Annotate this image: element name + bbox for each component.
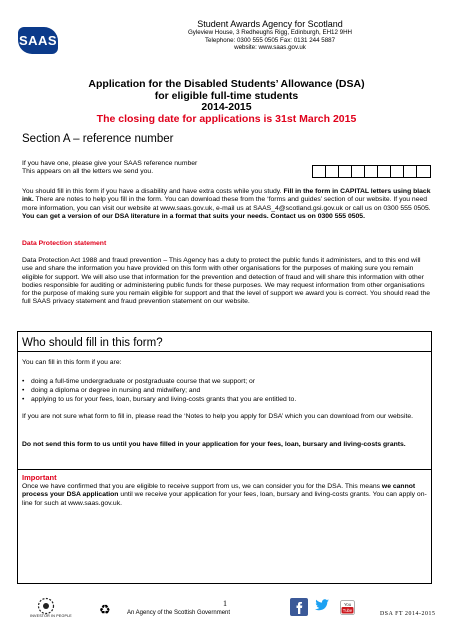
ref-digit-box[interactable] — [352, 166, 365, 177]
svg-text:Tube: Tube — [342, 608, 353, 614]
not-sure-text: If you are not sure what form to fill in, please read the ‘Notes to help you apply for DSA’ which you can download from our website. — [22, 413, 414, 420]
ref-digit-box[interactable] — [326, 166, 339, 177]
agency-header — [150, 20, 390, 52]
important-text — [22, 483, 427, 508]
can-fill-text: You can fill in this form if you are: — [22, 359, 122, 366]
who-should-fill-box — [17, 331, 432, 584]
important-text-2: until we receive your application for your fees, loan, bursary and living-costs grants. You can apply on-line for such at www.saas.gov.uk. — [22, 491, 427, 507]
list-item: • applying to us for your fees, loan, bursary and living-costs grants that you are entitled to. — [22, 396, 427, 404]
intro-text-1: You should fill in this form if you have a disability and have extra costs while you study. — [22, 188, 284, 195]
intro-text-2: There are notes to help you fill in the form. You can download these from the ‘forms and guides’ section of our website. If you need more information, you can visit our website at www.saas.gov.uk, e-mail us at SAAS_4@scotland.gsi.gov.uk or call us on 0300 555 0505. — [22, 196, 431, 212]
agency-address: Gyleview House, 3 Redheughs Rigg, Edinburgh, EH12 9HH — [187, 29, 353, 36]
saas-logo: SAAS — [18, 27, 58, 54]
ref-digit-box[interactable] — [313, 166, 326, 177]
agency-name: Student Awards Agency for Scotland — [197, 19, 343, 29]
title-line2: for eligible full-time students — [154, 89, 299, 102]
ref-digit-box[interactable] — [391, 166, 404, 177]
agency-phone-fax: Telephone: 0300 555 0505 Fax: 0131 244 5887 — [204, 36, 336, 44]
closing-date: The closing date for applications is 31st March 2015 — [96, 112, 357, 125]
box-divider — [17, 351, 432, 352]
facebook-icon[interactable] — [290, 598, 308, 616]
data-protection-heading: Data Protection statement — [22, 240, 107, 247]
intro-paragraph — [22, 188, 432, 221]
box-divider — [17, 469, 432, 470]
investors-in-people-label: INVESTOR IN PEOPLE — [30, 614, 72, 618]
footer-agency: An Agency of the Scottish Government — [127, 610, 231, 616]
eligibility-list — [22, 378, 427, 404]
ref-digit-box[interactable] — [417, 166, 430, 177]
ref-digit-box[interactable] — [404, 166, 417, 177]
ref-digit-box[interactable] — [378, 166, 391, 177]
twitter-icon[interactable] — [313, 596, 331, 614]
youtube-icon[interactable] — [340, 600, 355, 615]
intro-bold-2: You can get a version of our DSA literature in a format that suits your needs. Contact us on 0300 555 0505. — [22, 212, 365, 220]
form-code: DSA FT 2014-2015 — [380, 611, 436, 617]
data-protection-text: Data Protection Act 1988 and fraud prevention – This Agency has a duty to protect the public funds it administers, and to this end will use and share the information you have provided on this form with other organisations for the purposes of making sure you remain eligible for support. We will also use that information for the prevention and detection of fraud and will share this information with other bodies responsible for auditing or administering public funds for these purposes. We may request information from other organisations for the purpose of making sure you remain eligible for support and that the level of support we award you is correct. You should read the full SAAS privacy statement and fraud prevention statement on our website. — [22, 257, 431, 306]
do-not-send-text: Do not send this form to us until you have filled in your application for your fees, loan, bursary and living-costs grants. — [22, 441, 406, 448]
intro-bold-1: Fill in the form in CAPITAL letters using black ink. — [22, 188, 431, 204]
title-line1: Application for the Disabled Students’ Allowance (DSA) — [88, 78, 365, 90]
important-text-1: Once we have confirmed that you are eligible to receive support from us, we can consider you for the DSA. This means — [22, 483, 382, 490]
reference-number-field[interactable] — [312, 165, 431, 178]
important-heading: Important — [22, 473, 57, 482]
recycle-icon: ♻ — [99, 602, 111, 617]
important-bold: we cannot process your DSA application — [22, 483, 416, 499]
agency-website: website: www.saas.gov.uk — [234, 44, 306, 51]
list-item: • doing a diploma or degree in nursing and midwifery; and — [22, 387, 427, 395]
reference-line1: If you have one, please give your SAAS reference number — [22, 160, 198, 167]
section-a-heading: Section A – reference number — [22, 133, 174, 145]
who-heading: Who should fill in this form? — [22, 337, 163, 349]
page-number: 1 — [223, 599, 227, 608]
reference-line2: This appears on all the letters we send you. — [22, 168, 154, 176]
ref-digit-box[interactable] — [339, 166, 352, 177]
list-item: • doing a full-time undergraduate or postgraduate course that we support; or — [22, 378, 427, 386]
title-year: 2014-2015 — [201, 101, 252, 113]
svg-text:You: You — [343, 601, 352, 607]
form-title — [40, 79, 413, 125]
reference-instructions — [22, 160, 312, 177]
ref-digit-box[interactable] — [365, 166, 378, 177]
